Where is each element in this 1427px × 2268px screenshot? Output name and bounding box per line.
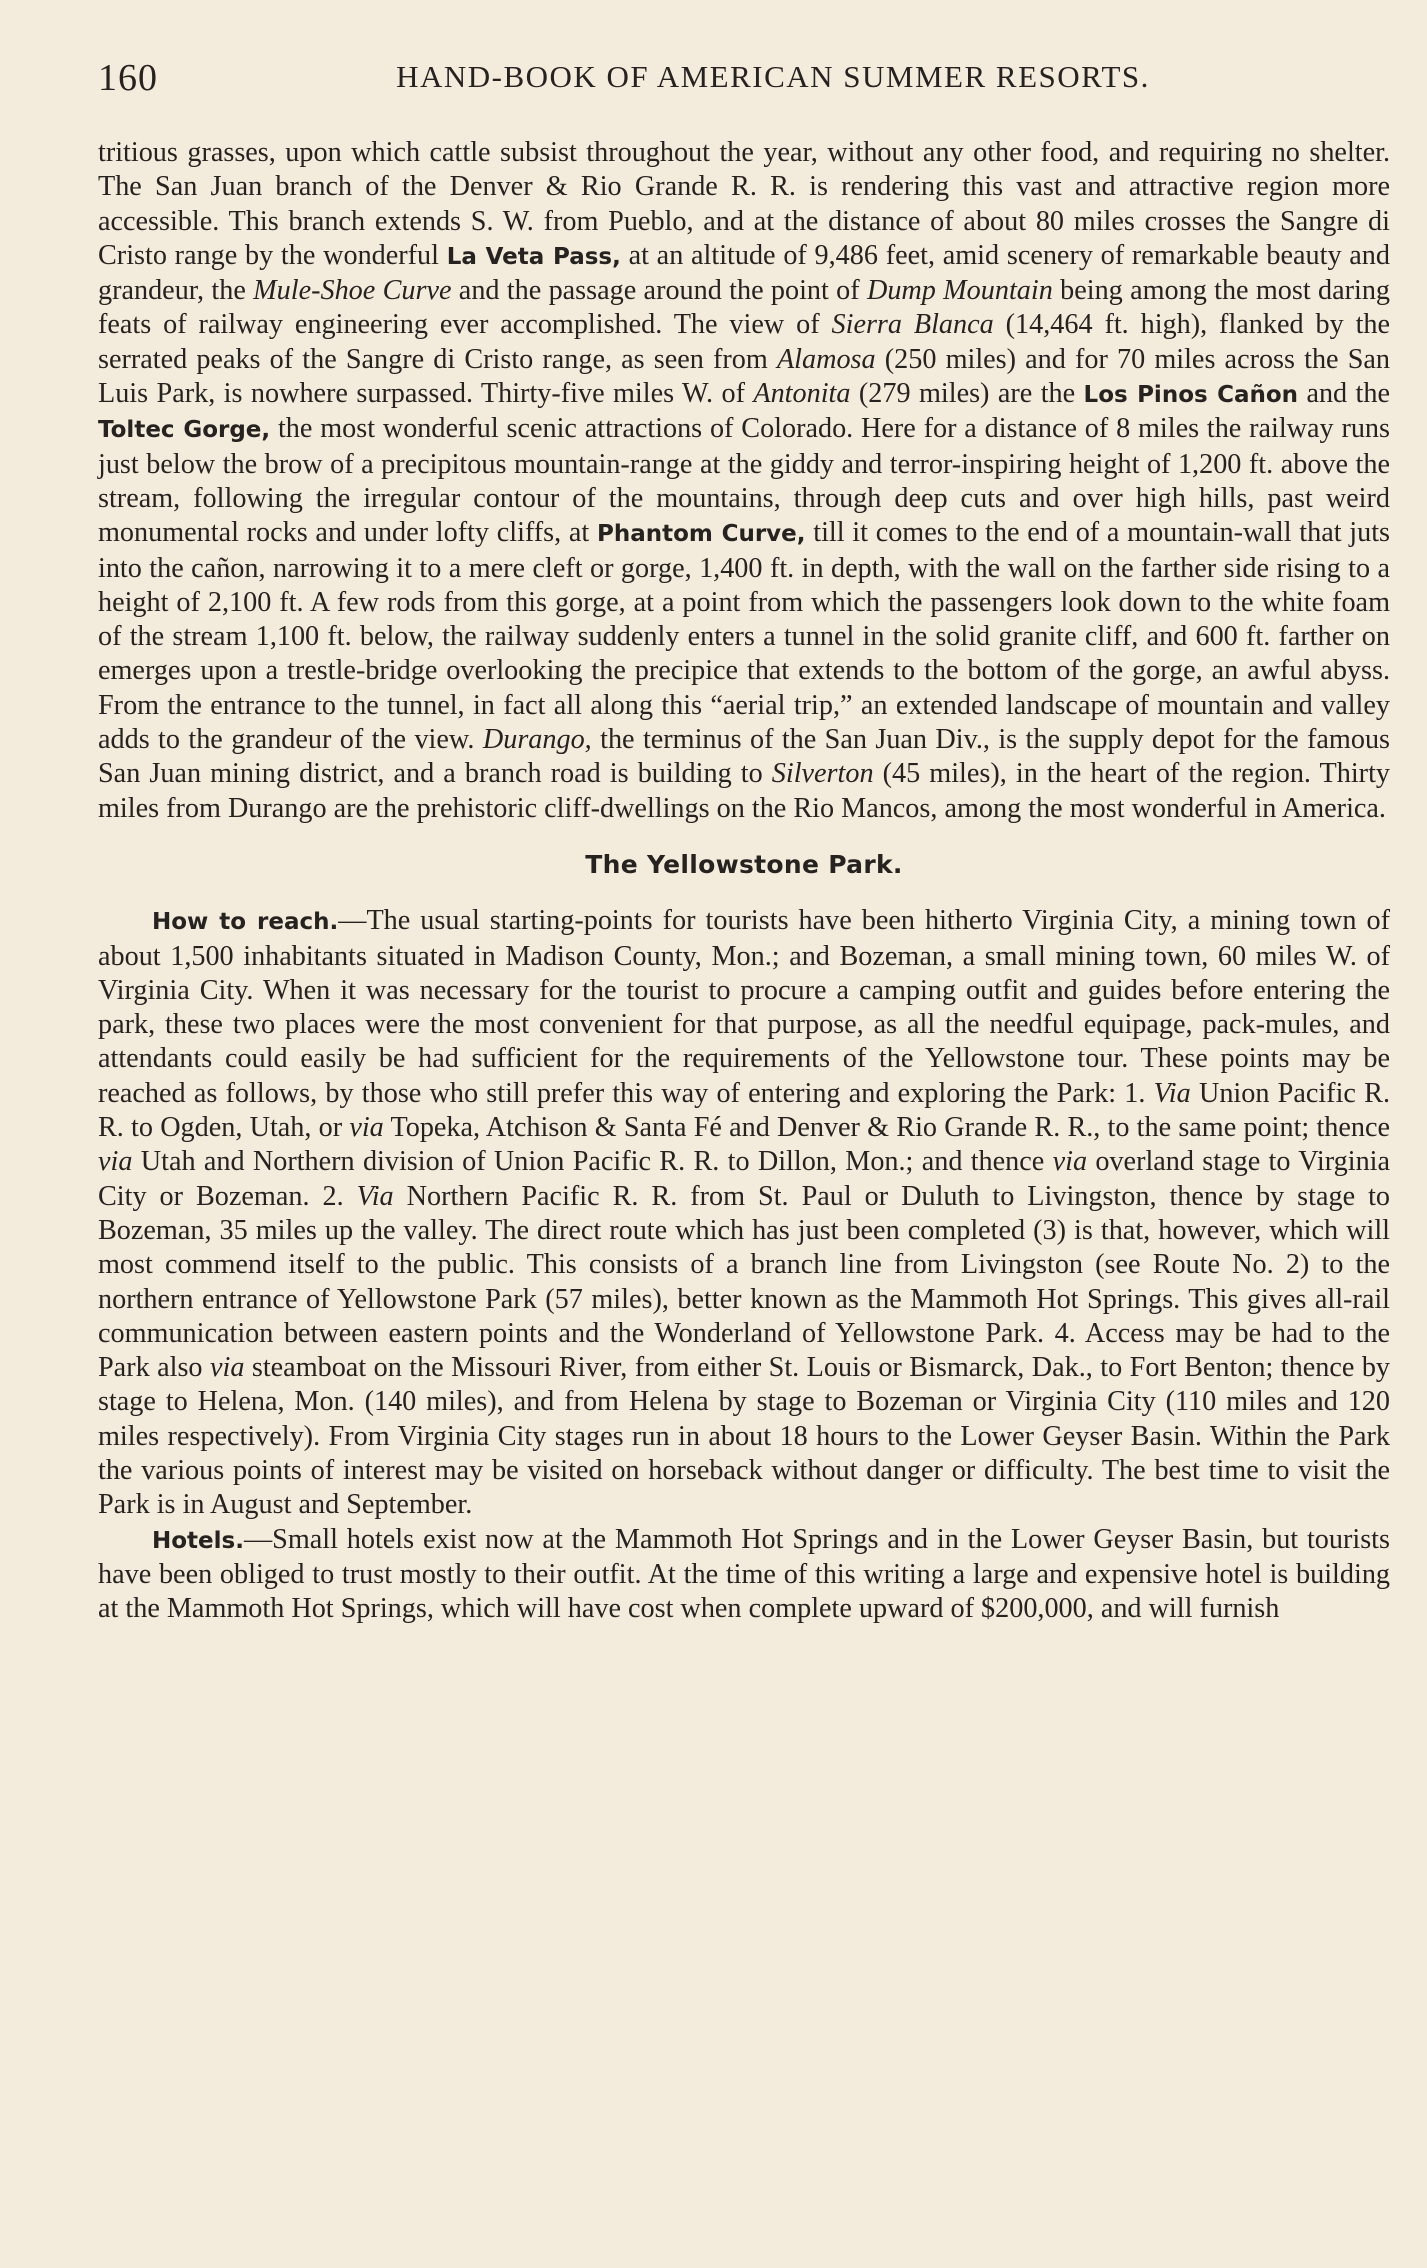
- italic-via: via: [98, 1146, 133, 1178]
- place-la-veta-pass: La Veta Pass,: [446, 243, 621, 270]
- page-number: 160: [98, 57, 158, 99]
- place-los-pinos-canon: Los Pinos Cañon: [1083, 382, 1299, 409]
- text-run: (250 miles) and for 70 miles across the San Luis Park, is nowhere surpassed. Thirty-five miles W. of: [98, 343, 1390, 410]
- section-heading: The Yellowstone Park.: [585, 849, 903, 879]
- text-run: and the passage around the point of: [451, 275, 867, 307]
- text-run: (45 miles), in the heart of the region. Thirty miles from Durango are the prehistoric cliff-dwellings on the Rio Mancos, among the most wonderful in America.: [98, 758, 1390, 824]
- text-run: tritious grasses, upon which cattle subsist throughout the year, without any other food, and requiring no shelter. The San Juan branch of the Denver & Rio Grande R. R. is rendering this vast and attractive region more accessible. This branch extends S. W. from Pueblo, and at the distance of about 80 miles crosses the Sangre di Cristo range by the wonderful: [98, 137, 1390, 271]
- text-run: Union Pacific R. R. to Ogden, Utah, or: [98, 1077, 1390, 1144]
- running-head: HAND-BOOK OF AMERICAN SUMMER RESORTS.: [396, 59, 1150, 94]
- text-run: Topeka, Atchison & Santa Fé and Denver & Rio Grande R. R., to the same point; thence: [383, 1112, 1390, 1144]
- place-durango: Durango,: [482, 724, 592, 756]
- text-run: —The usual starting-points for tourists have been hitherto Virginia City, a mining town of about 1,500 inhabitants situated in Madison County, Mon.; and Bozeman, a small mining town, 60 miles W. of Virginia City. When it was necessary for the tourist to procure a camping outfit and guides before entering the park, these two places were the most convenient for that purpose, as all the needful equipage, pack-mules, and attendants could easily be had sufficient for the requirements of the Yellowstone tour. These points may be reached as follows, by those who still prefer this way of entering and exploring the Park: 1.: [98, 905, 1390, 1109]
- text-run: Utah and Northern division of Union Pacific R. R. to Dillon, Mon.; and thence: [132, 1146, 1053, 1178]
- paragraph-san-juan: [98, 136, 1390, 826]
- paragraph-how-to-reach: [98, 904, 1390, 1522]
- italic-via: via: [349, 1112, 384, 1144]
- run-in-heading: How to reach.: [152, 909, 339, 936]
- italic-via: Via: [356, 1180, 394, 1212]
- place-dump-mountain: Dump Mountain: [866, 275, 1053, 307]
- body-text: [98, 136, 1390, 1626]
- text-run: Northern Pacific R. R. from St. Paul or Duluth to Livingston, thence by stage to Bozeman, 35 miles up the valley. The direct route which has just been completed (3) is that, however, which will most commend itself to the public. This consists of a branch line from Livingston (see Route No. 2) to the northern entrance of Yellowstone Park (57 miles), better known as the Mammoth Hot Springs. This gives all-rail communication between eastern points and the Wonderland of Yellowstone Park. 4. Access may be had to the Park also: [98, 1180, 1390, 1384]
- run-in-heading: Hotels.: [152, 1527, 244, 1554]
- place-antonita: Antonita: [753, 378, 851, 410]
- text-run: being among the most daring feats of railway engineering ever accomplished. The view of: [98, 275, 1391, 341]
- place-toltec-gorge: Toltec Gorge,: [98, 417, 271, 444]
- text-run: the terminus of the San Juan Div., is the supply depot for the famous San Juan mining district, and a branch road is building to: [98, 724, 1391, 790]
- italic-via: via: [209, 1352, 245, 1384]
- place-silverton: Silverton: [771, 758, 874, 790]
- text-run: overland stage to Virginia City or Bozeman. 2.: [98, 1146, 1391, 1212]
- paragraph-hotels: [98, 1523, 1390, 1627]
- text-run: (279 miles) are the: [850, 378, 1084, 410]
- text-run: —Small hotels exist now at the Mammoth Hot Springs and in the Lower Geyser Basin, but tourists have been obliged to trust mostly to their outfit. At the time of this writing a large and expensive hotel is building at the Mammoth Hot Springs, which will have cost when complete upward of $200,000, and will furnish: [98, 1523, 1390, 1625]
- place-sierra-blanca: Sierra Blanca: [831, 309, 994, 341]
- text-run: at an altitude of 9,486 feet, amid scenery of remarkable beauty and grandeur, the: [98, 239, 1390, 307]
- text-run: till it comes to the end of a mountain-wall that juts into the cañon, narrowing it to a mere cleft or gorge, 1,400 ft. in depth, with the wall on the farther side rising to a height of 2,100 ft. A few rods from this gorge, at a point from which the passengers look down to the white foam of the stream 1,100 ft. below, the railway suddenly enters a tunnel in the solid granite cliff, and 600 ft. farther on emerges upon a trestle-bridge overlooking the precipice that extends to the bottom of the gorge, an awful abyss. From the entrance to the tunnel, in fact all along this “aerial trip,” an extended landscape of mountain and valley adds to the grandeur of the view.: [98, 517, 1390, 756]
- italic-via: Via: [1153, 1077, 1191, 1109]
- place-phantom-curve: Phantom Curve,: [597, 521, 806, 548]
- page-header: [98, 56, 1388, 102]
- text-run: the most wonderful scenic attractions of Colorado. Here for a distance of 8 miles the railway runs just below the brow of a precipitous mountain-range at the giddy and terror-inspiring height of 1,200 ft. above the stream, following the irregular contour of the mountains, through deep cuts and over high hills, past weird monumental rocks and under lofty cliffs, at: [98, 413, 1390, 549]
- italic-via: via: [1052, 1146, 1088, 1178]
- place-mule-shoe-curve: Mule-Shoe Curve: [253, 275, 452, 307]
- text-run: (14,464 ft. high), flanked by the serrated peaks of the Sangre di Cristo range, as seen from: [98, 309, 1391, 375]
- text-run: steamboat on the Missouri River, from either St. Louis or Bismarck, Dak., to Fort Benton; thence by stage to Helena, Mon. (140 miles), and from Helena by stage to Bozeman or Virginia City (110 miles and 120 miles respectively). From Virginia City stages run in about 18 hours to the Lower Geyser Basin. Within the Park the various points of interest may be visited on horseback without danger or difficulty. The best time to visit the Park is in August and September.: [98, 1352, 1391, 1521]
- place-alamosa: Alamosa: [776, 343, 876, 375]
- text-run: and the: [1298, 378, 1390, 410]
